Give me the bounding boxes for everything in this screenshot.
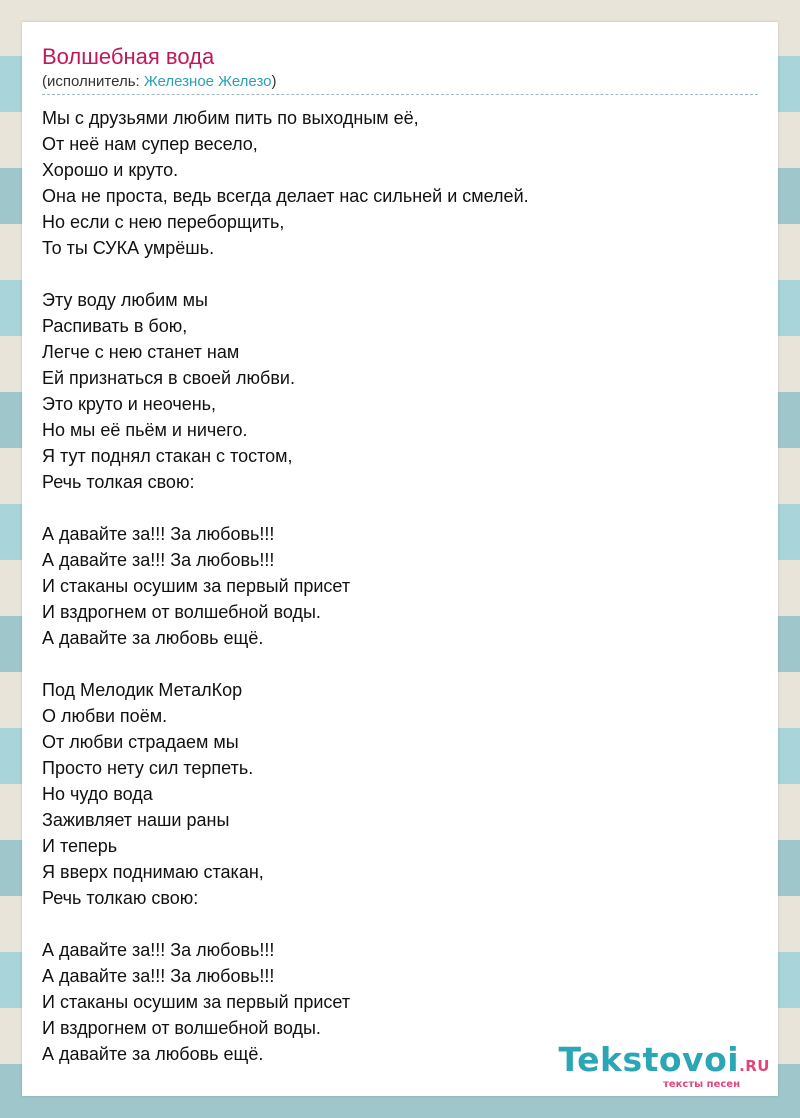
lyrics-stanza — [42, 937, 529, 1067]
lyrics-line: Она не проста, ведь всегда делает нас сильней и смелей. — [42, 186, 529, 206]
lyrics-stanza — [42, 677, 529, 911]
logo-tld: .RU — [739, 1057, 770, 1075]
lyrics-line: Это круто и неочень, — [42, 394, 217, 414]
lyrics-line: О любви поём. — [42, 706, 168, 726]
site-logo[interactable] — [558, 1040, 770, 1090]
lyrics-line: И вздрогнем от волшебной воды. — [42, 1018, 321, 1038]
artist-line — [42, 72, 277, 92]
lyrics-line: Я вверх поднимаю стакан, — [42, 862, 264, 882]
song-title: Волшебная вода — [42, 44, 215, 69]
lyrics-line: Хорошо и круто. — [42, 160, 179, 180]
lyrics-line: И вздрогнем от волшебной воды. — [42, 602, 321, 622]
lyrics-line: И стаканы осушим за первый присет — [42, 576, 351, 596]
artist-prefix: (исполнитель: — [42, 73, 144, 90]
lyrics-line: Речь толкаю свою: — [42, 888, 199, 908]
lyrics-line: Я тут поднял стакан с тостом, — [42, 446, 293, 466]
lyrics-line: Распивать в бою, — [42, 316, 188, 336]
lyrics-stanza — [42, 521, 529, 651]
lyrics-line: Мы с друзьями любим пить по выходным её, — [42, 108, 419, 128]
lyrics-line: Под Мелодик МеталКор — [42, 680, 243, 700]
dashed-divider — [42, 94, 758, 95]
lyrics-line: И теперь — [42, 836, 118, 856]
lyrics-line: От неё нам супер весело, — [42, 134, 258, 154]
lyrics-line: Речь толкая свою: — [42, 472, 195, 492]
lyrics-sheet — [22, 22, 778, 1096]
lyrics-line: То ты СУКА умрёшь. — [42, 238, 215, 258]
lyrics-line: А давайте за!!! За любовь!!! — [42, 966, 275, 986]
logo-name: Tekstovoi — [558, 1040, 740, 1079]
artist-suffix: ) — [271, 73, 277, 90]
lyrics-body — [42, 105, 529, 1093]
lyrics-line: Но чудо вода — [42, 784, 153, 804]
lyrics-line: Но мы её пьём и ничего. — [42, 420, 248, 440]
artist-link[interactable]: Железное Железо — [143, 73, 272, 90]
lyrics-line: Но если с нею переборщить, — [42, 212, 285, 232]
lyrics-line: А давайте за любовь ещё. — [42, 1044, 264, 1064]
logo-tagline: тексты песен — [663, 1079, 740, 1090]
lyrics-line: Ей признаться в своей любви. — [42, 368, 295, 388]
lyrics-line: А давайте за!!! За любовь!!! — [42, 550, 275, 570]
lyrics-line: А давайте за!!! За любовь!!! — [42, 524, 275, 544]
lyrics-line: А давайте за!!! За любовь!!! — [42, 940, 275, 960]
lyrics-line: Заживляет наши раны — [42, 810, 230, 830]
lyrics-line: Легче с нею станет нам — [42, 342, 240, 362]
lyrics-line: Эту воду любим мы — [42, 290, 208, 310]
lyrics-line: И стаканы осушим за первый присет — [42, 992, 351, 1012]
lyrics-stanza — [42, 105, 529, 261]
lyrics-line: А давайте за любовь ещё. — [42, 628, 264, 648]
lyrics-stanza — [42, 287, 529, 495]
lyrics-line: От любви страдаем мы — [42, 732, 239, 752]
lyrics-line: Просто нету сил терпеть. — [42, 758, 254, 778]
